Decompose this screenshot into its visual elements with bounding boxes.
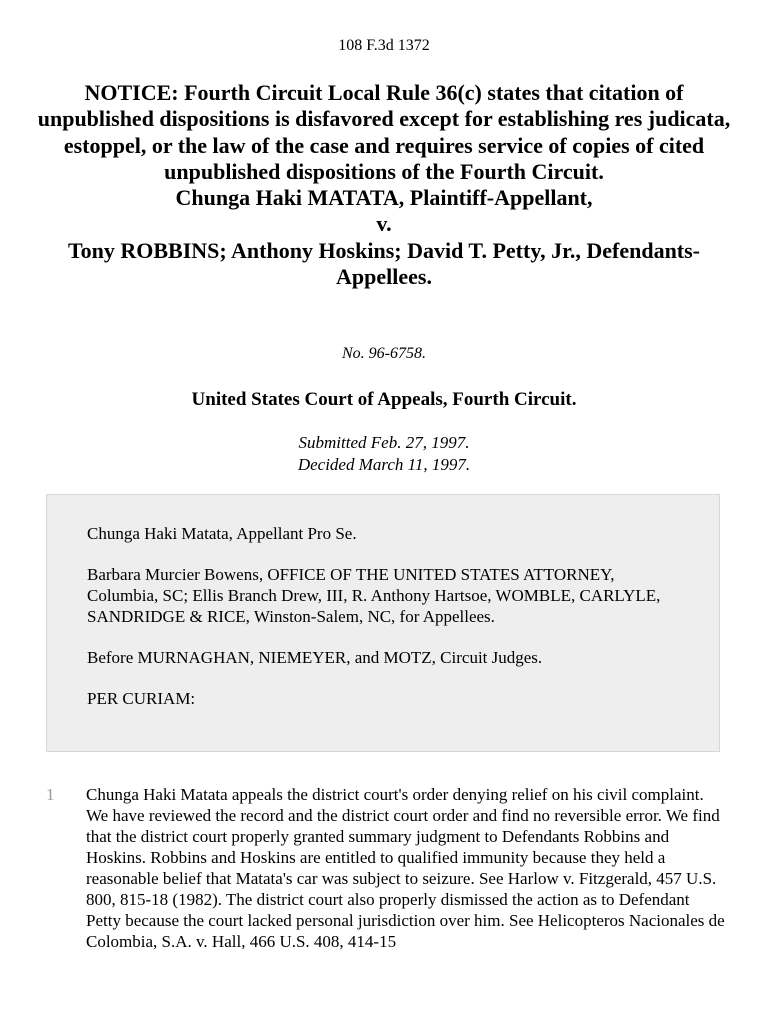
per-curiam-label: PER CURIAM: <box>87 689 196 708</box>
court-name: United States Court of Appeals, Fourth Circuit. <box>191 389 577 410</box>
notice-text: NOTICE: Fourth Circuit Local Rule 36(c) states that citation of unpublished dispositions is disfavored except for establishing res judicata, estoppel, or the law of the case and requires service of copies of cited unpublished dispositions of the Fourth Circuit. <box>37 80 731 184</box>
docket-number: No. 96-6758. <box>342 345 426 362</box>
paragraph-number: 1 <box>46 785 55 804</box>
judges-panel: Before MURNAGHAN, NIEMEYER, and MOTZ, Circuit Judges. <box>87 648 543 667</box>
submitted-date: Submitted Feb. 27, 1997. <box>298 433 470 452</box>
versus-label: v. <box>376 211 392 237</box>
appellant-counsel: Chunga Haki Matata, Appellant Pro Se. <box>87 524 357 543</box>
appellees-counsel: Barbara Murcier Bowens, OFFICE OF THE UNITED STATES ATTORNEY, Columbia, SC; Ellis Branch Drew, III, R. Anthony Hartsoe, WOMBLE, CARLYLE, SANDRIDGE & RICE, Winston-Salem, NC, for Appellees. <box>87 565 661 626</box>
counsel-panel <box>46 494 720 752</box>
case-header <box>30 80 738 290</box>
case-citation: 108 F.3d 1372 <box>338 37 430 54</box>
decided-date: Decided March 11, 1997. <box>297 455 471 474</box>
defendants-names: Tony ROBBINS; Anthony Hoskins; David T. Petty, Jr., Defendants-Appellees. <box>67 237 701 290</box>
plaintiff-name: Chunga Haki MATATA, Plaintiff-Appellant, <box>175 185 593 211</box>
paragraph-text: Chunga Haki Matata appeals the district court's order denying relief on his civil complaint. We have reviewed the record and the district court order and find no reversible error. We find that the district court properly granted summary judgment to Defendants Robbins and Hoskins. Robbins and Hoskins are entitled to qualified immunity because they held a reasonable belief that Matata's car was subject to seizure. See Harlow v. Fitzgerald, 457 U.S. 800, 815-18 (1982). The district court also properly dismissed the action as to Defendant Petty because the court lacked personal jurisdiction over him. See Helicopteros Nacionales de Colombia, S.A. v. Hall, 466 U.S. 408, 414-15 <box>86 785 725 951</box>
case-dates <box>0 432 768 476</box>
